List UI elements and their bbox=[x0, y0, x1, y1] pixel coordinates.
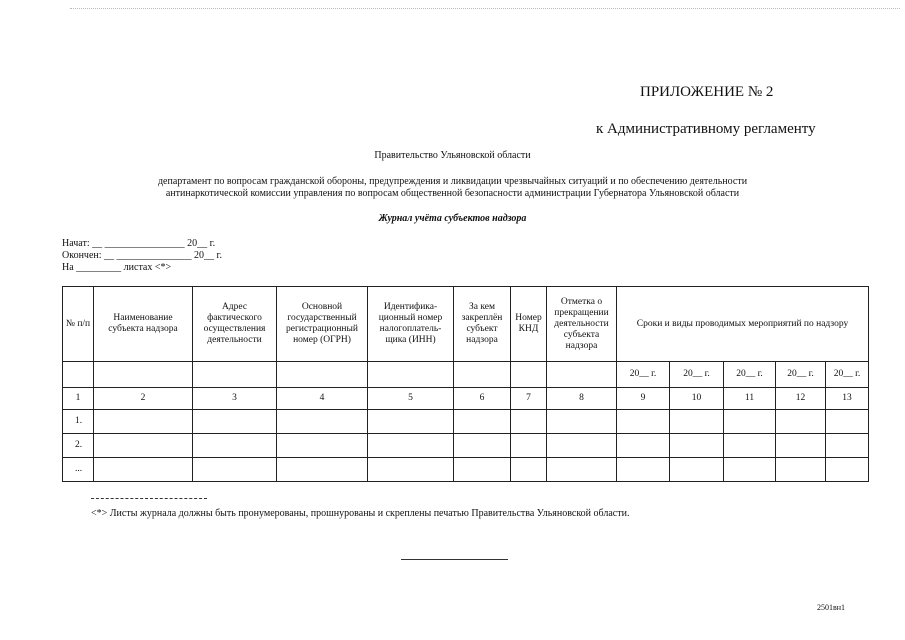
col-header-termination: Отметка о прекращении деятельности субъекта надзора bbox=[547, 287, 617, 362]
col-header-assigned: За кем закреплён субъект надзора bbox=[454, 287, 511, 362]
bottom-divider bbox=[401, 559, 508, 560]
government-name: Правительство Ульяновской области bbox=[374, 150, 531, 161]
cell bbox=[368, 410, 454, 434]
number-row bbox=[63, 388, 869, 410]
col-number: 8 bbox=[547, 388, 617, 410]
col-header-ogrn: Основной государственный регистрационный номер (ОГРН) bbox=[277, 287, 368, 362]
year-cell: 20__ г. bbox=[670, 362, 724, 388]
row-label: ... bbox=[63, 458, 94, 482]
cell bbox=[511, 458, 547, 482]
cell bbox=[617, 434, 670, 458]
header-row bbox=[63, 287, 869, 362]
cell bbox=[193, 410, 277, 434]
cell bbox=[547, 434, 617, 458]
footnote-text: <*> Листы журнала должны быть пронумерованы, прошнурованы и скреплены печатью Правительства Ульяновской области. bbox=[91, 508, 630, 519]
cell bbox=[94, 410, 193, 434]
cell bbox=[94, 362, 193, 388]
ended-line: Окончен: __ _______________ 20__ г. bbox=[62, 250, 222, 261]
cell bbox=[454, 362, 511, 388]
col-number: 11 bbox=[724, 388, 776, 410]
journal-title: Журнал учёта субъектов надзора bbox=[378, 213, 527, 224]
cell bbox=[277, 434, 368, 458]
cell bbox=[617, 410, 670, 434]
cell bbox=[454, 458, 511, 482]
cell bbox=[826, 434, 869, 458]
col-header-number: № п/п bbox=[63, 287, 94, 362]
year-cell: 20__ г. bbox=[826, 362, 869, 388]
table-row bbox=[63, 410, 869, 434]
cell bbox=[547, 410, 617, 434]
cell bbox=[724, 434, 776, 458]
cell bbox=[511, 410, 547, 434]
cell bbox=[670, 458, 724, 482]
cell bbox=[547, 362, 617, 388]
cell bbox=[193, 458, 277, 482]
cell bbox=[277, 362, 368, 388]
scan-edge-dots bbox=[70, 8, 900, 9]
cell bbox=[94, 434, 193, 458]
year-cell: 20__ г. bbox=[724, 362, 776, 388]
col-header-activities: Сроки и виды проводимых мероприятий по надзору bbox=[617, 287, 869, 362]
year-cell: 20__ г. bbox=[617, 362, 670, 388]
department-line-2: антинаркотической комиссии управления по вопросам общественной безопасности администрации Губернатора Ульяновской области bbox=[165, 188, 740, 199]
col-number: 1 bbox=[63, 388, 94, 410]
cell bbox=[454, 410, 511, 434]
col-number: 3 bbox=[193, 388, 277, 410]
cell bbox=[670, 434, 724, 458]
cell bbox=[724, 458, 776, 482]
cell bbox=[277, 410, 368, 434]
cell bbox=[826, 410, 869, 434]
col-header-inn: Идентифика-ционный номер налогоплатель-щика (ИНН) bbox=[368, 287, 454, 362]
sheets-line: На _________ листах <*> bbox=[62, 262, 172, 273]
col-number: 4 bbox=[277, 388, 368, 410]
document-code: 2501вн1 bbox=[817, 603, 846, 612]
row-label: 1. bbox=[63, 410, 94, 434]
col-number: 7 bbox=[511, 388, 547, 410]
col-number: 10 bbox=[670, 388, 724, 410]
year-row bbox=[63, 362, 869, 388]
table-row bbox=[63, 458, 869, 482]
col-number: 9 bbox=[617, 388, 670, 410]
footnote-divider bbox=[91, 498, 207, 499]
department-line-1: департамент по вопросам гражданской обороны, предупреждения и ликвидации чрезвычайных ситуаций и по обеспечению деятельности bbox=[157, 176, 748, 187]
regulation-reference: к Административному регламенту bbox=[596, 121, 816, 137]
appendix-title: ПРИЛОЖЕНИЕ № 2 bbox=[640, 84, 774, 100]
cell bbox=[368, 434, 454, 458]
cell bbox=[277, 458, 368, 482]
col-header-name: Наименование субъекта надзора bbox=[94, 287, 193, 362]
cell bbox=[776, 410, 826, 434]
cell bbox=[94, 458, 193, 482]
cell bbox=[724, 410, 776, 434]
cell bbox=[670, 410, 724, 434]
col-number: 5 bbox=[368, 388, 454, 410]
col-number: 13 bbox=[826, 388, 869, 410]
cell bbox=[547, 458, 617, 482]
cell bbox=[193, 362, 277, 388]
cell bbox=[826, 458, 869, 482]
cell bbox=[454, 434, 511, 458]
cell bbox=[368, 362, 454, 388]
col-header-knd: Номер КНД bbox=[511, 287, 547, 362]
row-label: 2. bbox=[63, 434, 94, 458]
cell bbox=[776, 458, 826, 482]
year-cell: 20__ г. bbox=[776, 362, 826, 388]
cell bbox=[511, 362, 547, 388]
journal-table bbox=[62, 286, 869, 482]
cell bbox=[193, 434, 277, 458]
cell bbox=[776, 434, 826, 458]
col-number: 2 bbox=[94, 388, 193, 410]
journal-meta bbox=[62, 238, 222, 274]
table-row bbox=[63, 434, 869, 458]
cell bbox=[617, 458, 670, 482]
col-number: 6 bbox=[454, 388, 511, 410]
col-header-address: Адрес фактического осуществления деятельности bbox=[193, 287, 277, 362]
cell bbox=[368, 458, 454, 482]
col-number: 12 bbox=[776, 388, 826, 410]
started-line: Начат: __ ________________ 20__ г. bbox=[62, 238, 216, 249]
cell bbox=[511, 434, 547, 458]
cell bbox=[63, 362, 94, 388]
department-name bbox=[100, 176, 805, 200]
